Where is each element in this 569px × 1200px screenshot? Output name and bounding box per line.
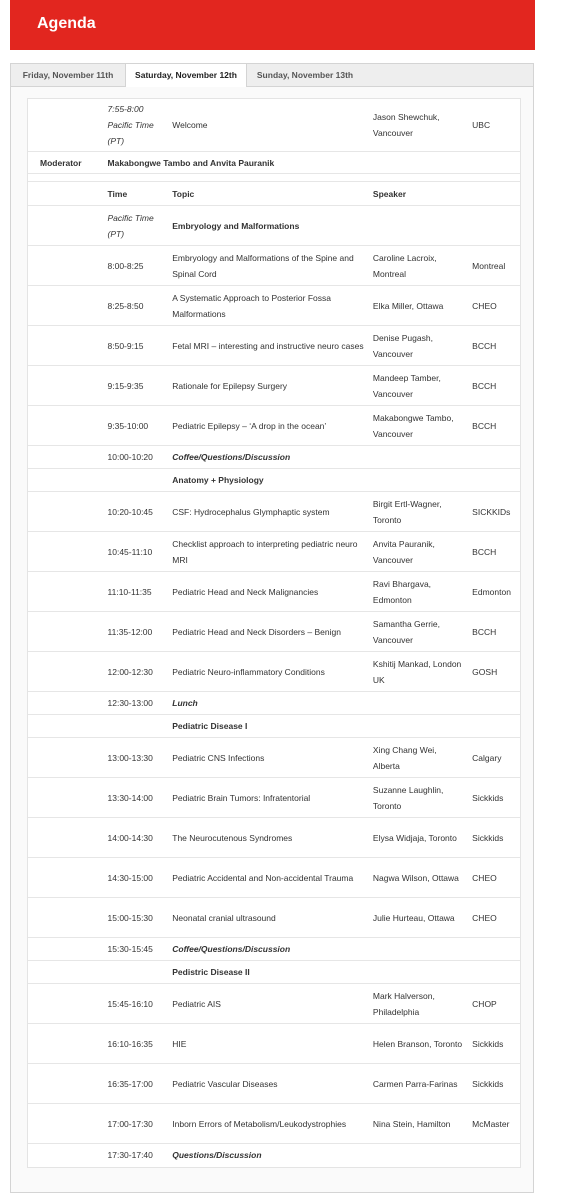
agenda-panel <box>10 63 534 1193</box>
empty-cell <box>28 938 104 961</box>
agenda-row-session <box>28 99 520 152</box>
agenda-row-moderator <box>28 152 520 174</box>
moderator-label: Moderator <box>28 152 104 174</box>
topic-cell: A Systematic Approach to Posterior Fossa Malformations <box>168 286 369 326</box>
speaker-cell: Nina Stein, Hamilton <box>369 1104 468 1144</box>
speaker-cell: Carmen Parra-Farinas <box>369 1064 468 1104</box>
time-cell <box>104 469 169 492</box>
agenda-row-section <box>28 961 520 984</box>
day-tabs <box>11 64 533 87</box>
speaker-cell: Makabongwe Tambo, Vancouver <box>369 406 468 446</box>
agenda-row-session <box>28 572 520 612</box>
empty-cell <box>28 572 104 612</box>
moderator-names: Makabongwe Tambo and Anvita Pauranik <box>104 152 520 174</box>
speaker-cell: Nagwa Wilson, Ottawa <box>369 858 468 898</box>
empty-cell <box>28 469 104 492</box>
topic-cell: Pediatric Vascular Diseases <box>168 1064 369 1104</box>
empty-cell <box>28 818 104 858</box>
empty-cell <box>28 898 104 938</box>
column-header-org <box>468 182 520 206</box>
topic-cell: Pediatric Brain Tumors: Infratentorial <box>168 778 369 818</box>
break-title: Lunch <box>168 692 520 715</box>
topic-cell: Pediatric CNS Infections <box>168 738 369 778</box>
empty-cell <box>28 984 104 1024</box>
agenda-row-session <box>28 612 520 652</box>
time-cell: 10:20-10:45 <box>104 492 169 532</box>
time-cell: 13:00-13:30 <box>104 738 169 778</box>
speaker-cell: Suzanne Laughlin, Toronto <box>369 778 468 818</box>
speaker-cell: Anvita Pauranik, Vancouver <box>369 532 468 572</box>
speaker-cell: Helen Branson, Toronto <box>369 1024 468 1064</box>
agenda-row-break <box>28 446 520 469</box>
agenda-row-break <box>28 692 520 715</box>
topic-cell: Pediatric Epilepsy – ‘A drop in the ocean’ <box>168 406 369 446</box>
time-cell: 15:00-15:30 <box>104 898 169 938</box>
topic-cell: Inborn Errors of Metabolism/Leukodystrophies <box>168 1104 369 1144</box>
empty-cell <box>28 1144 104 1167</box>
time-cell: 8:25-8:50 <box>104 286 169 326</box>
org-cell: CHOP <box>468 984 520 1024</box>
agenda-table <box>27 98 521 1168</box>
empty-cell <box>28 858 104 898</box>
break-title: Coffee/Questions/Discussion <box>168 446 520 469</box>
org-cell: BCCH <box>468 532 520 572</box>
empty-cell <box>28 492 104 532</box>
org-cell: Edmonton <box>468 572 520 612</box>
speaker-cell: Samantha Gerrie, Vancouver <box>369 612 468 652</box>
tab-saturday[interactable]: Saturday, November 12th <box>125 64 247 87</box>
time-cell: 16:10-16:35 <box>104 1024 169 1064</box>
topic-cell: Rationale for Epilepsy Surgery <box>168 366 369 406</box>
column-header-topic: Topic <box>168 182 369 206</box>
agenda-row-session <box>28 818 520 858</box>
time-cell: 10:45-11:10 <box>104 532 169 572</box>
org-cell: Calgary <box>468 738 520 778</box>
topic-cell: HIE <box>168 1024 369 1064</box>
time-cell: 15:45-16:10 <box>104 984 169 1024</box>
topic-cell: Checklist approach to interpreting pediatric neuro MRI <box>168 532 369 572</box>
org-cell: UBC <box>472 120 491 130</box>
empty-cell <box>28 406 104 446</box>
agenda-row-session <box>28 1104 520 1144</box>
time-cell: 9:15-9:35 <box>104 366 169 406</box>
speaker-cell: Birgit Ertl-Wagner, Toronto <box>369 492 468 532</box>
column-header-speaker: Speaker <box>369 182 468 206</box>
topic-cell: Pediatric Head and Neck Malignancies <box>168 572 369 612</box>
time-cell: 11:10-11:35 <box>104 572 169 612</box>
empty-cell <box>28 1104 104 1144</box>
agenda-row-session <box>28 984 520 1024</box>
topic-cell: Pediatric Accidental and Non-accidental Trauma <box>168 858 369 898</box>
tab-friday[interactable]: Friday, November 11th <box>22 70 114 80</box>
time-cell: 17:00-17:30 <box>104 1104 169 1144</box>
org-cell: CHEO <box>468 858 520 898</box>
agenda-row-session <box>28 246 520 286</box>
time-cell: 15:30-15:45 <box>104 938 169 961</box>
empty-cell <box>28 652 104 692</box>
agenda-row-section <box>28 469 520 492</box>
time-cell: 17:30-17:40 <box>104 1144 169 1167</box>
speaker-cell: Ravi Bhargava, Edmonton <box>369 572 468 612</box>
agenda-row-section <box>28 715 520 738</box>
time-cell: 8:00-8:25 <box>104 246 169 286</box>
empty-cell <box>28 246 104 286</box>
topic-cell: CSF: Hydrocephalus Glymphaptic system <box>168 492 369 532</box>
break-title: Questions/Discussion <box>168 1144 520 1167</box>
empty-cell <box>28 738 104 778</box>
page-title: Agenda <box>37 15 96 32</box>
agenda-row-session <box>28 286 520 326</box>
org-cell: BCCH <box>468 406 520 446</box>
org-cell: Sickkids <box>468 1064 520 1104</box>
topic-cell: The Neurocutenous Syndromes <box>168 818 369 858</box>
topic-cell: Pediatric AIS <box>168 984 369 1024</box>
topic-cell: Fetal MRI – interesting and instructive neuro cases <box>168 326 369 366</box>
section-title: Pedistric Disease II <box>168 961 520 984</box>
break-title: Coffee/Questions/Discussion <box>168 938 520 961</box>
agenda-row-session <box>28 858 520 898</box>
org-cell: CHEO <box>468 898 520 938</box>
agenda-row-spacer <box>28 174 520 182</box>
empty-cell <box>28 366 104 406</box>
agenda-row-session <box>28 326 520 366</box>
topic-cell: Pediatric Neuro-inflammatory Conditions <box>168 652 369 692</box>
topic-cell: Neonatal cranial ultrasound <box>168 898 369 938</box>
org-cell: BCCH <box>468 612 520 652</box>
empty-cell <box>28 326 104 366</box>
topic-cell: Welcome <box>172 120 208 130</box>
time-cell: 10:00-10:20 <box>104 446 169 469</box>
speaker-cell: Mark Halverson, Philadelphia <box>369 984 468 1024</box>
time-cell: 16:35-17:00 <box>104 1064 169 1104</box>
org-cell: Sickkids <box>468 778 520 818</box>
speaker-cell: Julie Hurteau, Ottawa <box>369 898 468 938</box>
empty-cell <box>28 446 104 469</box>
topic-cell: Embryology and Malformations of the Spine and Spinal Cord <box>168 246 369 286</box>
agenda-header <box>10 0 535 50</box>
agenda-row-break <box>28 1144 520 1167</box>
time-cell: 14:30-15:00 <box>104 858 169 898</box>
agenda-row-session <box>28 738 520 778</box>
org-cell: Sickkids <box>468 1024 520 1064</box>
empty-cell <box>28 286 104 326</box>
row-spacer <box>28 174 520 182</box>
agenda-row-section <box>28 206 520 246</box>
empty-cell <box>28 532 104 572</box>
speaker-cell: Caroline Lacroix, Montreal <box>369 246 468 286</box>
empty-cell <box>28 1024 104 1064</box>
time-cell <box>104 715 169 738</box>
agenda-row-session <box>28 778 520 818</box>
time-cell: 12:30-13:00 <box>104 692 169 715</box>
agenda-row-session <box>28 898 520 938</box>
time-cell: Pacific Time (PT) <box>104 206 169 246</box>
time-cell: 9:35-10:00 <box>104 406 169 446</box>
empty-cell <box>28 715 104 738</box>
agenda-row-session <box>28 1024 520 1064</box>
empty-cell <box>28 692 104 715</box>
org-cell: CHEO <box>468 286 520 326</box>
column-header-time: Time <box>104 182 169 206</box>
empty-cell <box>28 612 104 652</box>
org-cell: Sickkids <box>468 818 520 858</box>
agenda-row-session <box>28 366 520 406</box>
time-cell: 8:50-9:15 <box>104 326 169 366</box>
time-cell: 12:00-12:30 <box>104 652 169 692</box>
speaker-cell: Kshitij Mankad, London UK <box>369 652 468 692</box>
org-cell: GOSH <box>468 652 520 692</box>
empty-cell <box>28 778 104 818</box>
speaker-cell: Xing Chang Wei, Alberta <box>369 738 468 778</box>
org-cell: BCCH <box>468 366 520 406</box>
empty-cell <box>28 99 104 152</box>
time-cell: 13:30-14:00 <box>104 778 169 818</box>
speaker-cell: Elka Miller, Ottawa <box>369 286 468 326</box>
agenda-table-body <box>28 99 520 1167</box>
speaker-cell: Elysa Widjaja, Toronto <box>369 818 468 858</box>
org-cell: Montreal <box>468 246 520 286</box>
agenda-row-session <box>28 1064 520 1104</box>
time-cell: 11:35-12:00 <box>104 612 169 652</box>
org-cell: BCCH <box>468 326 520 366</box>
empty-cell <box>28 961 104 984</box>
agenda-row-break <box>28 938 520 961</box>
section-title: Anatomy + Physiology <box>168 469 520 492</box>
speaker-cell: Mandeep Tamber, Vancouver <box>369 366 468 406</box>
empty-cell <box>28 1064 104 1104</box>
agenda-row-session <box>28 406 520 446</box>
agenda-row-session <box>28 492 520 532</box>
section-title: Pediatric Disease I <box>168 715 520 738</box>
agenda-row-session <box>28 532 520 572</box>
empty-cell <box>28 206 104 246</box>
org-cell: SICKKIDs <box>468 492 520 532</box>
time-cell: 7:55-8:00 Pacific Time (PT) <box>107 104 154 146</box>
topic-cell: Pediatric Head and Neck Disorders – Benign <box>168 612 369 652</box>
time-cell: 14:00-14:30 <box>104 818 169 858</box>
org-cell: McMaster <box>468 1104 520 1144</box>
empty-cell <box>28 182 104 206</box>
section-title: Embryology and Malformations <box>168 206 520 246</box>
tab-sunday[interactable]: Sunday, November 13th <box>256 70 354 80</box>
agenda-row-session <box>28 652 520 692</box>
time-cell <box>104 961 169 984</box>
agenda-row-header <box>28 182 520 206</box>
speaker-cell: Denise Pugash, Vancouver <box>369 326 468 366</box>
speaker-cell: Jason Shewchuk, Vancouver <box>372 112 440 138</box>
